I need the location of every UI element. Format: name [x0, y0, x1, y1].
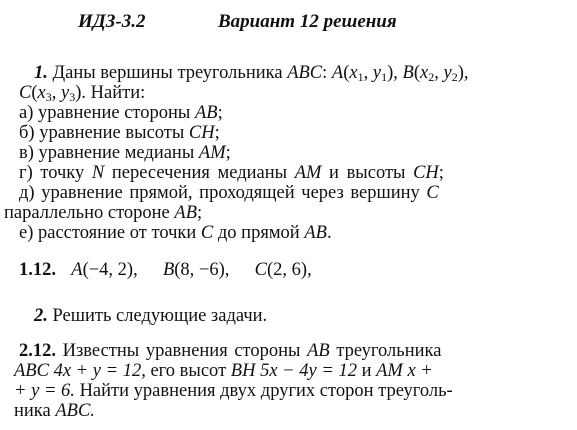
- problem-line2-bh: BH: [230, 361, 256, 381]
- item-v-math: AM: [198, 143, 226, 163]
- task1-intro-line: 1. Даны вершины треугольника ABC: $A(x_1$, $y_1$), $B(x_2$, $y_2$),: [34, 63, 469, 84]
- item-g-text3: и высоты: [329, 163, 406, 183]
- item-g: [19, 164, 444, 183]
- item-d-line2: [4, 204, 202, 223]
- problem-line3-text: Найти уравнения двух других сторон треуголь-: [79, 381, 453, 401]
- problem-line1-text: Известны уравнения стороны: [62, 341, 301, 361]
- problem-line2-abc: ABC: [14, 361, 49, 381]
- item-e: [19, 224, 332, 243]
- problem-line2-x: x +: [407, 361, 433, 381]
- item-b-tail: ;: [214, 123, 220, 143]
- item-g-ch: CH: [413, 163, 439, 183]
- item-b-math: CH: [188, 123, 215, 143]
- task2-line: [34, 307, 267, 326]
- task2-number: 2.: [34, 306, 48, 326]
- problem-line2-am: AM: [376, 361, 403, 381]
- problem-2-12-line3: [14, 382, 453, 401]
- problem-line2-text: его высот: [150, 361, 227, 381]
- item-v: [19, 144, 231, 163]
- item-a-tail: ;: [217, 103, 223, 123]
- item-b: [19, 124, 220, 143]
- problem-line2-and: и: [361, 361, 372, 381]
- point-n: N: [91, 163, 105, 183]
- vertex-c: C: [19, 83, 32, 103]
- task2-text: Решить следующие задачи.: [52, 306, 268, 326]
- item-g-text1: точку: [40, 163, 85, 183]
- data-point-a-coords: (−4, 2),: [82, 260, 138, 280]
- problem-line4-abc: ABC.: [55, 401, 95, 421]
- x2-index: 2: [428, 70, 435, 84]
- item-v-label: в): [19, 143, 34, 163]
- problem-2-12-line4: [14, 402, 95, 421]
- x2: x: [420, 63, 429, 83]
- y2: y: [443, 63, 452, 83]
- item-a-math: AB: [194, 103, 218, 123]
- y1-index: 1: [381, 70, 388, 84]
- data-point-b: B: [162, 260, 175, 280]
- data-1-12-number: 1.12.: [19, 260, 56, 280]
- data-point-a: A: [71, 260, 83, 280]
- vertex-b: B: [402, 63, 414, 83]
- item-g-text2: пересечения медианы: [111, 163, 288, 183]
- item-a: [19, 104, 223, 123]
- problem-line2-eq2: 5x − 4y = 12: [260, 361, 357, 381]
- item-e-c: C: [200, 223, 214, 243]
- task1-intro: Даны вершины треугольника: [52, 63, 283, 83]
- item-d-label: д): [19, 183, 35, 203]
- x1-index: 1: [357, 70, 364, 84]
- item-d-text2: параллельно стороне: [4, 203, 170, 223]
- problem-2-12-line1: [19, 342, 441, 361]
- y1: y: [372, 63, 382, 83]
- item-d-line1: [19, 184, 439, 203]
- x3: x: [37, 83, 46, 103]
- problem-line3-eq: + y = 6.: [14, 381, 75, 401]
- item-e-ab: AB: [304, 223, 327, 243]
- problem-line4-text: ника: [14, 401, 51, 421]
- data-point-c-coords: (2, 6),: [267, 260, 312, 280]
- item-g-tail: ;: [438, 163, 444, 183]
- item-d-c: C: [426, 183, 439, 203]
- item-v-text: уравнение медианы: [38, 143, 195, 163]
- x1: x: [349, 63, 358, 83]
- problem-2-12-number: 2.12.: [19, 341, 56, 361]
- task1-number: 1.: [34, 63, 48, 83]
- item-d-tail: ;: [197, 203, 203, 223]
- item-a-label: а): [19, 103, 34, 123]
- y2-index: 2: [451, 70, 458, 84]
- problem-line2-eq1: 4x + y = 12,: [53, 361, 146, 381]
- item-g-label: г): [19, 163, 33, 183]
- data-point-b-coords: (8, −6),: [174, 260, 230, 280]
- y3: y: [61, 83, 70, 103]
- item-b-text: уравнение высоты: [39, 123, 185, 143]
- data-1-12-line: [19, 261, 312, 280]
- item-e-text2: до прямой: [217, 223, 300, 243]
- problem-line1-ab: AB: [307, 341, 330, 361]
- problem-2-12-line2: [14, 362, 433, 381]
- task1-find: Найти:: [90, 83, 146, 103]
- item-v-tail: ;: [225, 143, 231, 163]
- document-title: ИДЗ-3.2: [78, 11, 146, 32]
- variant-label: Вариант 12 решения: [218, 11, 397, 32]
- data-point-c: C: [254, 260, 267, 280]
- triangle-abc: ABC: [287, 63, 323, 83]
- y3-index: 3: [69, 90, 76, 104]
- task1-vertex-c-line: $C(x_3$, $y_3$). Найти:: [19, 83, 146, 104]
- item-b-label: б): [19, 123, 35, 143]
- problem-line1-tail: треугольника: [336, 341, 442, 361]
- vertex-a: A: [331, 63, 344, 83]
- item-a-text: уравнение стороны: [38, 103, 191, 123]
- item-d-ab: AB: [174, 203, 198, 223]
- item-e-text1: расстояние от точки: [38, 223, 197, 243]
- item-e-tail: .: [326, 223, 332, 243]
- x3-index: 3: [45, 90, 52, 104]
- item-e-label: е): [19, 223, 34, 243]
- item-d-text1: уравнение прямой, проходящей через вершину: [41, 183, 420, 203]
- item-g-am: AM: [294, 163, 322, 183]
